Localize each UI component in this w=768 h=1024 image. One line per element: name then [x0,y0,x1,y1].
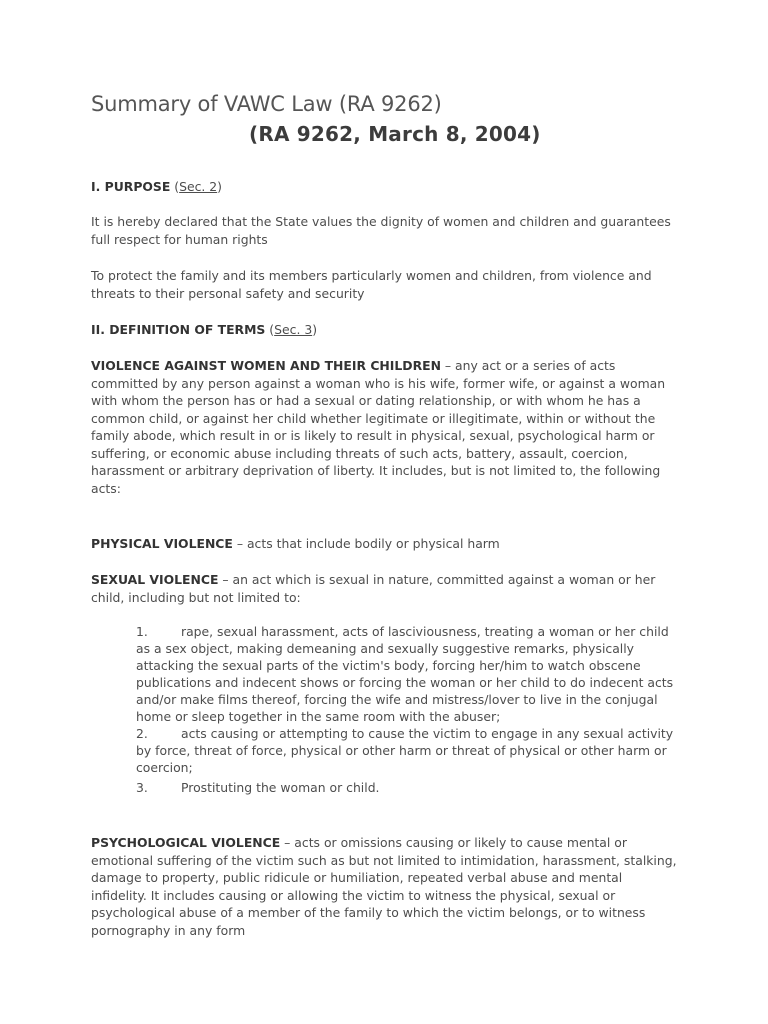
physical-violence-term: PHYSICAL VIOLENCE [91,536,233,551]
list-item-text: Prostituting the woman or child. [181,780,380,795]
psychological-violence-term: PSYCHOLOGICAL VIOLENCE [91,835,281,850]
purpose-section-link[interactable]: Sec. 2 [179,179,218,194]
terms-heading: II. DEFINITION OF TERMS [91,322,266,337]
list-item-number: 3. [136,780,148,795]
terms-ref-open: ( [265,322,275,337]
purpose-ref-open: ( [170,179,180,194]
list-item-text: acts causing or attempting to cause the victim to engage in any sexual activity by force, threat of force, physical or other harm or threat of physical or other harm or coercion; [136,726,674,775]
vawc-definition-text: – any act or a series of acts committed by any person against a woman who is his wife, former wife, or against a woman with whom the person has or had a sexual or dating relationship, or with whom he has a common child, or against her child whether legitimate or illegitimate, within or without the family abode, which result in or is likely to result in physical, sexual, psychological harm or suffering, or economic abuse including threats of such acts, battery, assault, coercion, harassment or arbitrary deprivation of liberty. It includes, but is not limited to, the following acts: [91,358,666,496]
list-item-text: rape, sexual harassment, acts of lasciviousness, treating a woman or her child as a sex object, making demeaning and sexually suggestive remarks, physically attacking the sexual parts of the victim's body, forcing her/him to watch obscene publications and indecent shows or forcing the woman or her child to do indecent acts and/or make films thereof, forcing the wife and mistress/lover to live in the conjugal home or sleep together in the same room with the abuser; [136,624,674,724]
psychological-violence-text: – acts or omissions causing or likely to cause mental or emotional suffering of the victim such as but not limited to intimidation, harassment, stalking, damage to property, public ridicule or humiliation, repeated verbal abuse and mental infidelity. It includes causing or allowing the victim to witness the physical, sexual or psychological abuse of a member of the family to which the victim belongs, or to witness pornography in any form [91,835,677,938]
psychological-violence-definition [91,834,681,939]
physical-violence-definition [91,535,681,553]
list-item [136,623,681,725]
vawc-term: VIOLENCE AGAINST WOMEN AND THEIR CHILDREN [91,358,441,373]
purpose-heading: I. PURPOSE [91,179,171,194]
purpose-ref-close: ) [217,179,223,194]
terms-section-link[interactable]: Sec. 3 [274,322,313,337]
list-item [136,779,681,796]
purpose-paragraph-2: To protect the family and its members particularly women and children, from violence and threats to their personal safety and security [91,268,652,301]
list-item-number: 2. [136,726,148,741]
document-title: Summary of VAWC Law (RA 9262) [91,92,442,116]
sexual-violence-term: SEXUAL VIOLENCE [91,572,219,587]
purpose-heading-line [91,178,681,196]
terms-heading-line [91,321,681,339]
sexual-violence-definition [91,571,681,606]
purpose-paragraph-1: It is hereby declared that the State values the dignity of women and children and guarantees full respect for human rights [91,214,671,247]
sexual-violence-text: – an act which is sexual in nature, committed against a woman or her child, including but not limited to: [91,572,656,605]
document-subtitle: (RA 9262, March 8, 2004) [249,122,541,146]
list-item [136,725,681,776]
physical-violence-text: – acts that include bodily or physical harm [232,536,500,551]
list-item-number: 1. [136,624,148,639]
terms-ref-close: ) [312,322,318,337]
vawc-definition [91,357,681,497]
